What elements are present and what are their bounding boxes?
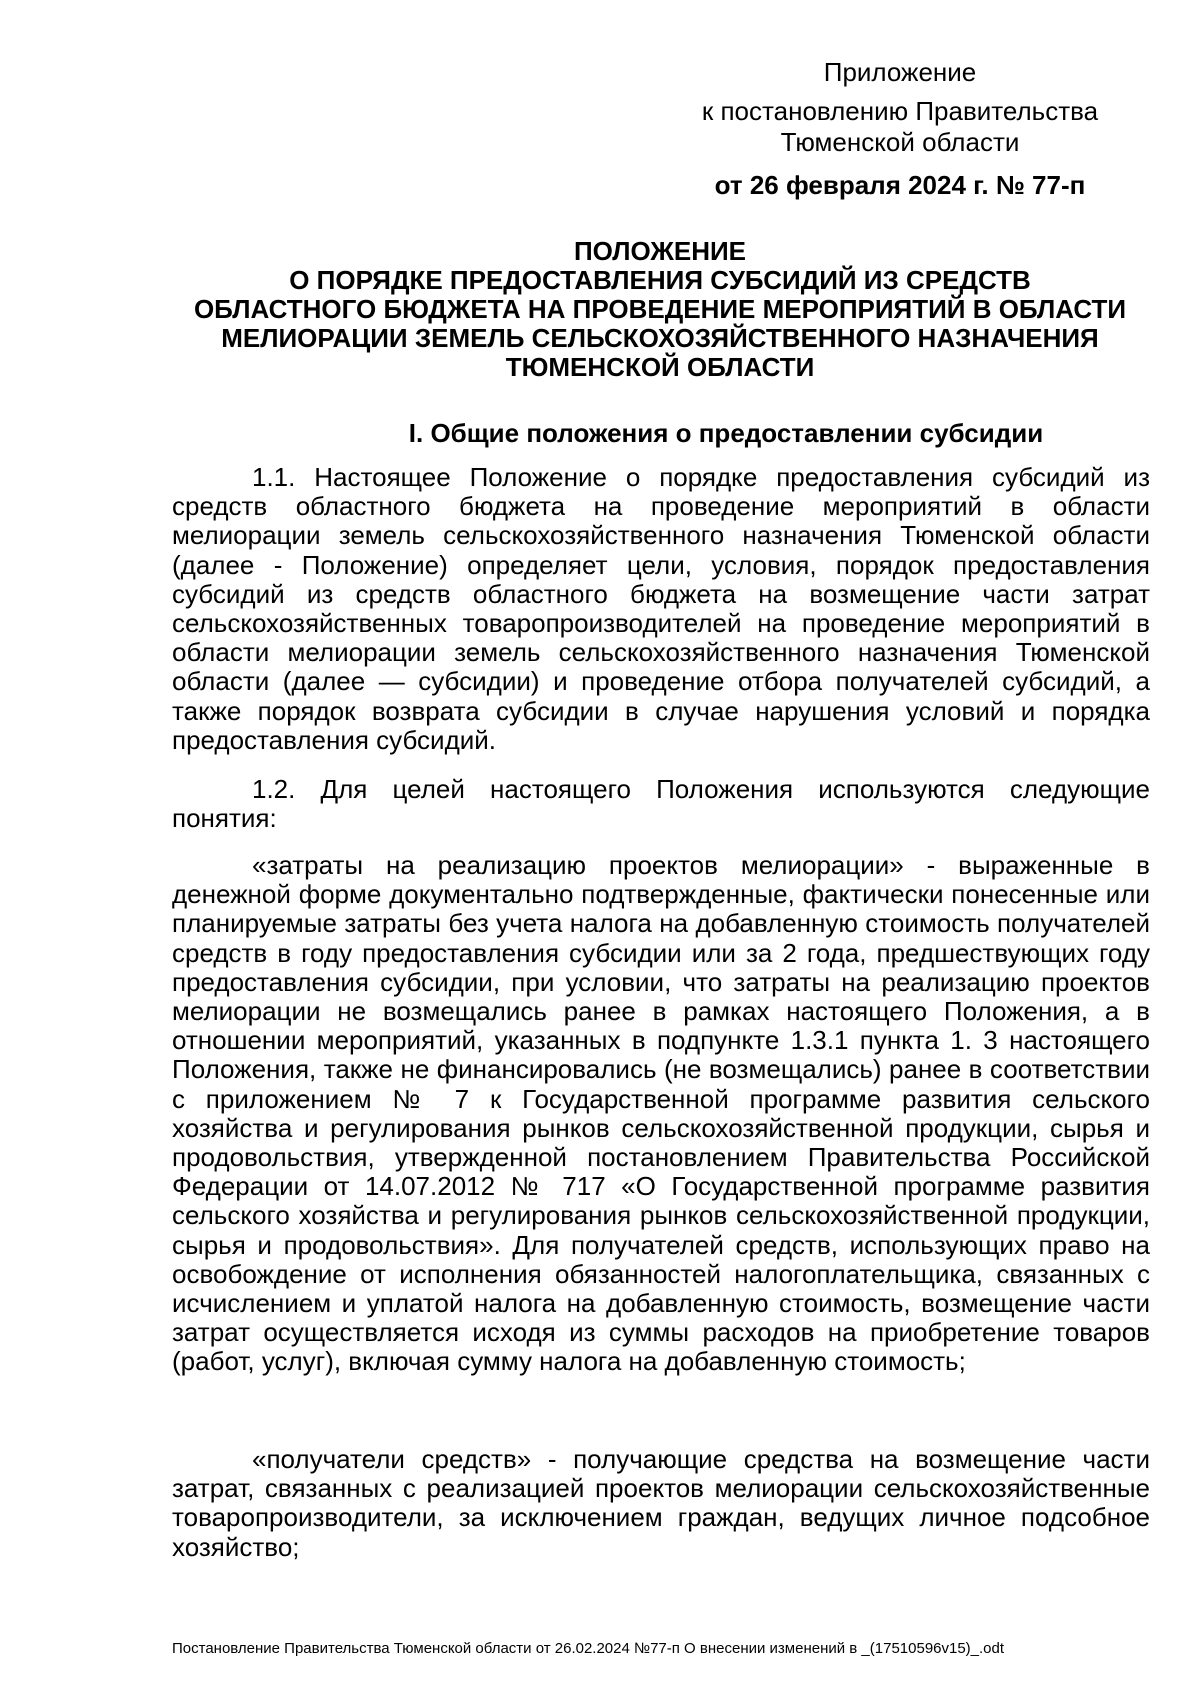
paragraph-1-2 [172, 775, 1150, 833]
annex-reference-line-2: Тюменской области [780, 127, 1020, 157]
definition-costs-text: «затраты на реализацию проектов мелиорации» - выраженные в денежной форме документально подтвержденные, фактически понесенные или планируемые затраты без учета налога на добавленную стоимость получателей средств в году предоставления субсидии или за 2 года, предшествующих году предоставления субсидии, при условии, что затраты на реализацию проектов мелиорации не возмещались ранее в рамках настоящего Положения, а в отношении мероприятий, указанных в подпункте 1.3.1 пункта 1. 3 настоящего Положения, также не финансировались (не возмещались) ранее в соответствии с приложением № 7 к Государственной программе развития сельского хозяйства и регулирования рынков сельскохозяйственной продукции, сырья и продовольствия, утвержденной постановлением Правительства Российской Федерации от 14.07.2012 № 717 «О Государственной программе развития сельского хозяйства и регулирования рынков сельскохозяйственной продукции, сырья и продовольствия». Для получателей средств, использующих право на освобождение от исполнения обязанностей налогоплательщика, связанных с исчислением и уплатой налога на добавленную стоимость, возмещение части затрат осуществляется исходя из суммы расходов на приобретение товаров (работ, услуг), включая сумму налога на добавленную стоимость; [172, 850, 1150, 1377]
annex-reference [680, 96, 1120, 158]
document-title-line-4: МЕЛИОРАЦИИ ЗЕМЕЛЬ СЕЛЬСКОХОЗЯЙСТВЕННОГО НАЗНАЧЕНИЯ [221, 323, 1099, 353]
definition-recipients-text: «получатели средств» - получающие средства на возмещение части затрат, связанных с реализацией проектов мелиорации сельскохозяйственные товаропроизводители, за исключением граждан, ведущих личное подсобное хозяйство; [172, 1444, 1150, 1562]
paragraph-1-1 [172, 463, 1150, 755]
paragraph-1-2-text: 1.2. Для целей настоящего Положения используются следующие понятия: [172, 774, 1150, 834]
annex-title: Приложение [823, 57, 977, 87]
page-footer: Постановление Правительства Тюменской области от 26.02.2024 №77-п О внесении изменений в _(17510596v15)_.odt [172, 1640, 1005, 1657]
document-title-line-2: О ПОРЯДКЕ ПРЕДОСТАВЛЕНИЯ СУБСИДИЙ ИЗ СРЕДСТВ [289, 265, 1031, 295]
document-title [170, 237, 1150, 382]
definition-recipients [172, 1445, 1150, 1562]
section-heading: I. Общие положения о предоставлении субсидии [408, 418, 1044, 448]
document-title-line-3: ОБЛАСТНОГО БЮДЖЕТА НА ПРОВЕДЕНИЕ МЕРОПРИЯТИЙ В ОБЛАСТИ [193, 294, 1127, 324]
annex-date-number: от 26 февраля 2024 г. № 77-п [714, 170, 1086, 200]
definition-costs [172, 851, 1150, 1377]
paragraph-1-1-text: 1.1. Настоящее Положение о порядке предоставления субсидий из средств областного бюджета на проведение мероприятий в области мелиорации земель сельскохозяйственного назначения Тюменской области (далее - Положение) определяет цели, условия, порядок предоставления субсидий из средств областного бюджета на возмещение части затрат сельскохозяйственных товаропроизводителей на проведение мероприятий в области мелиорации земель сельскохозяйственного назначения Тюменской области (далее — субсидии) и проведение отбора получателей субсидий, а также порядок возврата субсидии в случае нарушения условий и порядка предоставления субсидий. [172, 462, 1150, 755]
document-title-line-5: ТЮМЕНСКОЙ ОБЛАСТИ [505, 352, 815, 382]
document-title-line-1: ПОЛОЖЕНИЕ [573, 236, 747, 266]
annex-reference-line-1: к постановлению Правительства [701, 96, 1099, 126]
